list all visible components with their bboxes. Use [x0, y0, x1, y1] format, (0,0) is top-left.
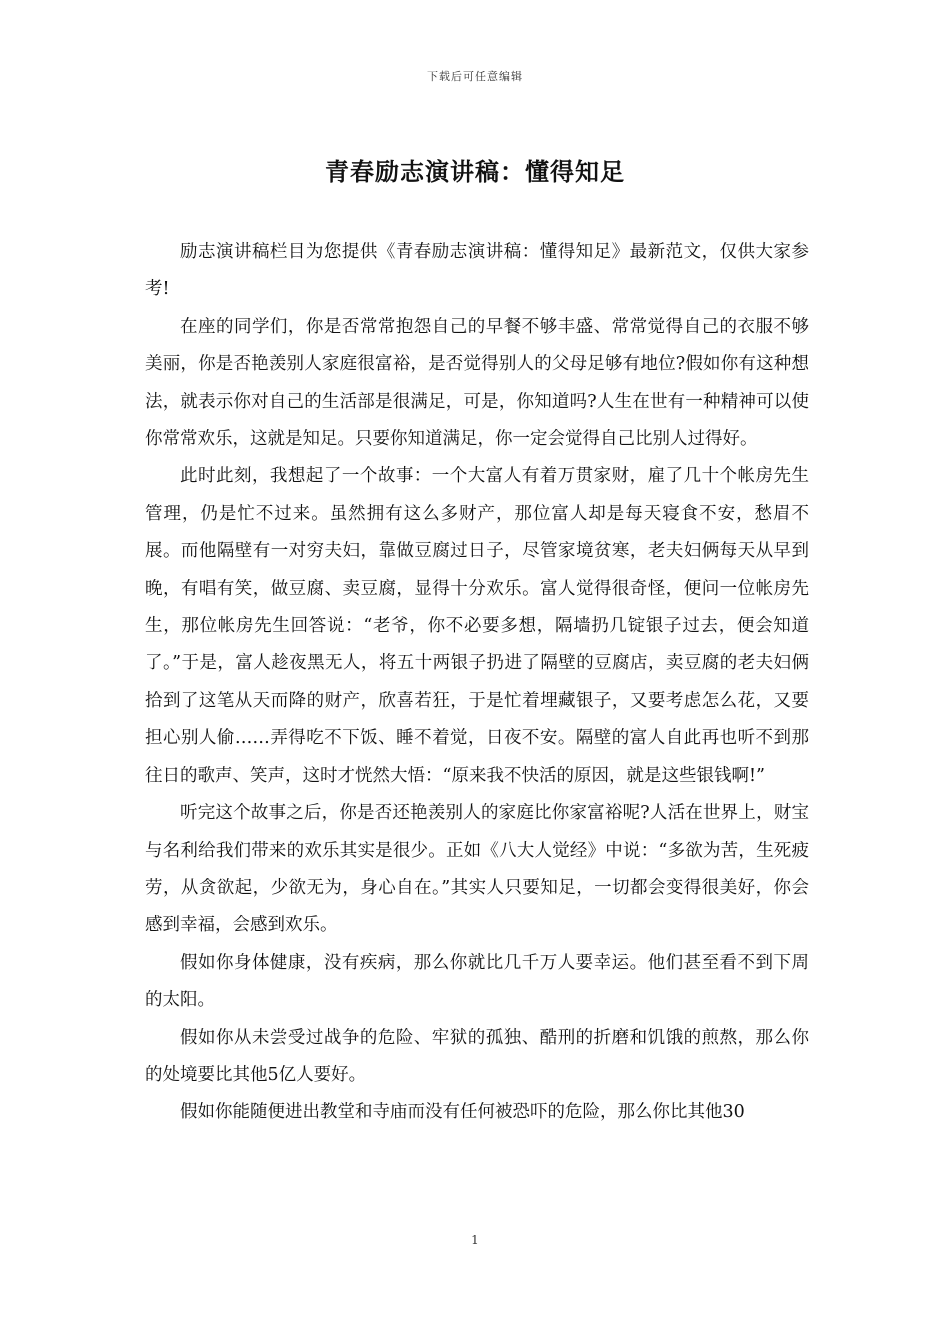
- paragraph: 励志演讲稿栏目为您提供《青春励志演讲稿：懂得知足》最新范文，仅供大家参考!: [145, 242, 809, 300]
- header-note: 下载后可任意编辑: [427, 70, 523, 83]
- page-number: 1: [471, 1233, 479, 1247]
- document-title: 青春励志演讲稿：懂得知足: [325, 157, 625, 186]
- paragraph: 听完这个故事之后，你是否还艳羡别人的家庭比你家富裕呢?人活在世界上，财宝与名利给我们带来的欢乐其实是很少。正如《八大人觉经》中说：“多欲为苦，生死疲劳，从贪欲起，少欲无为，身心自在。”其实人只要知足，一切都会变得很美好，你会感到幸福，会感到欢乐。: [145, 803, 809, 936]
- paragraph: 在座的同学们，你是否常常抱怨自己的早餐不够丰盛、常常觉得自己的衣服不够美丽，你是否艳羡别人家庭很富裕，是否觉得别人的父母足够有地位?假如你有这种想法，就表示你对自己的生活部是很满足，可是，你知道吗?人生在世有一种精神可以使你常常欢乐，这就是知足。只要你知道满足，你一定会觉得自己比别人过得好。: [145, 316, 809, 450]
- document-body: [145, 234, 809, 1132]
- paragraph: 此时此刻，我想起了一个故事：一个大富人有着万贯家财，雇了几十个帐房先生管理，仍是忙不过来。虽然拥有这么多财产，那位富人却是每天寝食不安，愁眉不展。而他隔壁有一对穷夫妇，靠做豆腐过日子，尽管家境贫寒，老夫妇俩每天从早到晚，有唱有笑，做豆腐、卖豆腐，显得十分欢乐。富人觉得很奇怪，便问一位帐房先生，那位帐房先生回答说：“老爷，你不必要多想，隔墙扔几锭银子过去，便会知道了。”于是，富人趁夜黑无人，将五十两银子扔进了隔壁的豆腐店，卖豆腐的老夫妇俩拾到了这笔从天而降的财产，欣喜若狂，于是忙着埋藏银子，又要考虑怎么花，又要担心别人偷……弄得吃不下饭、睡不着觉，日夜不安。隔壁的富人自此再也听不到那往日的歌声、笑声，这时才恍然大悟：“原来我不快活的原因，就是这些银钱啊!”: [145, 466, 809, 786]
- paragraph: 假如你能随便进出教堂和寺庙而没有任何被恐吓的危险，那么你比其他30: [180, 1102, 745, 1123]
- paragraph: 假如你身体健康，没有疾病，那么你就比几千万人要幸运。他们甚至看不到下周的太阳。: [145, 952, 809, 1011]
- paragraph: 假如你从未尝受过战争的危险、牢狱的孤独、酷刑的折磨和饥饿的煎熬，那么你的处境要比其他5亿人要好。: [145, 1027, 809, 1085]
